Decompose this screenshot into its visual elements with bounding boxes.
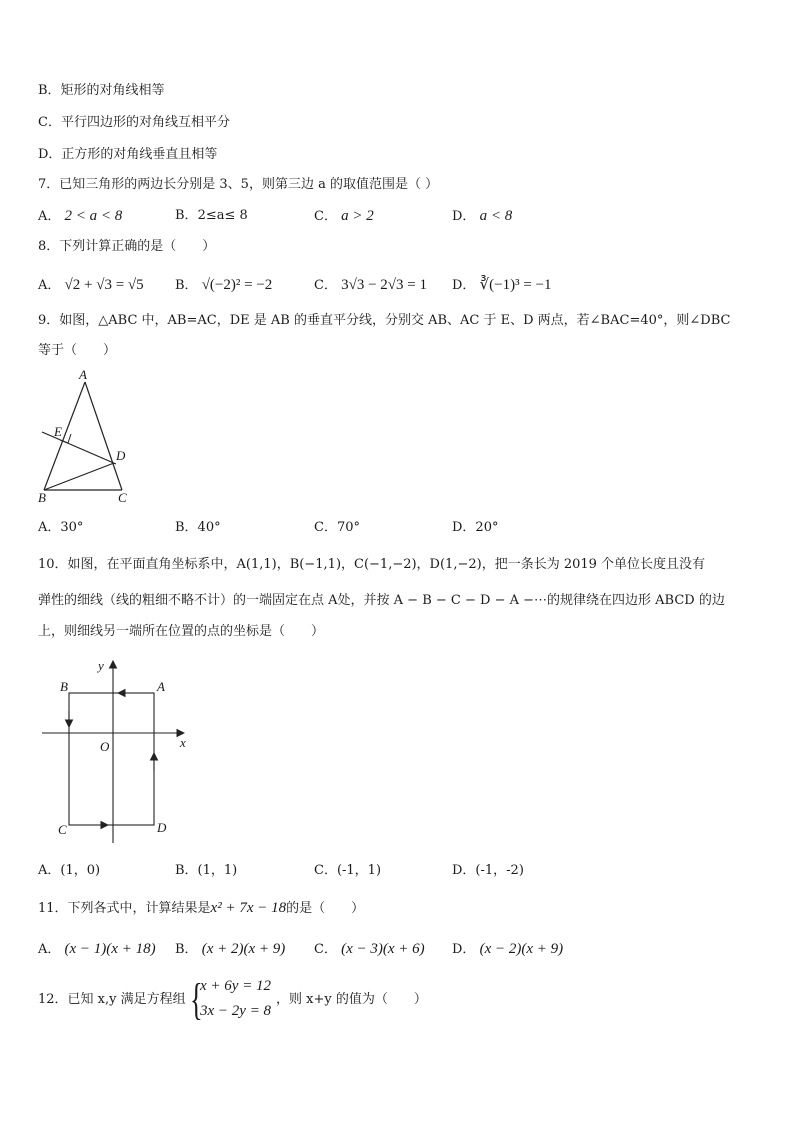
option-b-prev: B．矩形的对角线相等 <box>38 83 165 98</box>
q12-equation-1: x + 6y = 12 <box>200 978 272 994</box>
q10-label-y: y <box>98 658 104 673</box>
q8-stem: 8．下列计算正确的是（ ） <box>38 239 216 254</box>
q11-option-d: D． (x − 2)(x + 9) <box>452 941 564 957</box>
q11-option-a: A． (x − 1)(x + 18) <box>38 941 156 957</box>
q9-option-c: C．70° <box>314 520 360 535</box>
q7-option-c: C． a > 2 <box>314 208 374 224</box>
q7-option-d: D． a < 8 <box>452 208 513 224</box>
q10-option-c: C．(-1，1) <box>314 863 382 878</box>
q12-stem-post: ，则 x+y 的值为（ ） <box>276 992 427 1007</box>
q7-stem: 7．已知三角形的两边长分别是 3、5，则第三边 a 的取值范围是（ ） <box>38 177 439 192</box>
q7-option-a: A． 2 < a < 8 <box>38 208 123 224</box>
q9-label-c: C <box>118 490 127 505</box>
q10-option-a: A．(1，0) <box>38 863 101 878</box>
q12-stem-pre: 12．已知 x,y 满足方程组 <box>38 992 186 1007</box>
q11-option-b: B． (x + 2)(x + 9) <box>175 941 286 957</box>
option-c-prev: C．平行四边形的对角线互相平分 <box>38 115 230 130</box>
q10-label-c: C <box>58 822 67 837</box>
q9-stem-line1: 9．如图，△ABC 中，AB=AC，DE 是 AB 的垂直平分线，分别交 AB、AC 于 E、D 两点，若∠BAC=40°，则∠DBC <box>38 313 731 328</box>
q10-label-x: x <box>180 735 186 750</box>
q12-equation-2: 3x − 2y = 8 <box>200 1003 272 1019</box>
q11-option-c: C． (x − 3)(x + 6) <box>314 941 425 957</box>
q9-label-d: D <box>116 448 126 463</box>
q8-option-a: A． √2 + √3 = √5 <box>38 277 144 293</box>
q10-label-d: D <box>157 820 167 835</box>
q9-option-a: A．30° <box>38 520 84 535</box>
q10-option-b: B．(1，1) <box>175 863 238 878</box>
q10-label-o: O <box>100 739 110 754</box>
q11-stem: 11．下列各式中，计算结果是x² + 7x − 18的是（ ） <box>38 900 365 916</box>
q8-option-c: C． 3√3 − 2√3 = 1 <box>314 277 427 293</box>
q9-segment-bd <box>44 463 114 490</box>
q10-option-d: D．(-1，-2) <box>452 863 524 878</box>
q9-option-b: B．40° <box>175 520 221 535</box>
q10-rectangle-abcd <box>69 693 154 825</box>
q10-label-b: B <box>60 679 68 694</box>
q9-side-ac <box>85 382 122 490</box>
q10-label-a: A <box>157 679 165 694</box>
q9-triangle-figure <box>30 368 140 508</box>
q10-stem-line1: 10．如图，在平面直角坐标系中，A(1,1)，B(−1,1)，C(−1,−2)，D(1,−2)，把一条长为 2019 个单位长度且没有 <box>38 557 706 572</box>
q11-target-expression: x² + 7x − 18 <box>210 900 287 916</box>
q10-coordinate-figure <box>38 655 198 850</box>
q10-stem-line2: 弹性的细线（线的粗细不略不计）的一端固定在点 A处，并按 A − B − C − D − A −⋯的规律绕在四边形 ABCD 的边 <box>38 593 725 608</box>
q10-stem-line3: 上，则细线另一端所在位置的点的坐标是（ ） <box>38 624 325 639</box>
q7-option-b: B．2≤a≤ 8 <box>175 208 248 223</box>
q9-label-b: B <box>38 490 46 505</box>
q9-option-d: D．20° <box>452 520 499 535</box>
q12-brace: { <box>190 975 203 1024</box>
q9-label-e: E <box>54 424 62 439</box>
q9-label-a: A <box>79 368 87 382</box>
q9-stem-line2: 等于（ ） <box>38 343 117 358</box>
q8-option-d: D． ∛(−1)³ = −1 <box>452 277 552 293</box>
option-d-prev: D．正方形的对角线垂直且相等 <box>38 147 218 162</box>
q8-option-b: B． √(−2)² = −2 <box>175 277 273 293</box>
